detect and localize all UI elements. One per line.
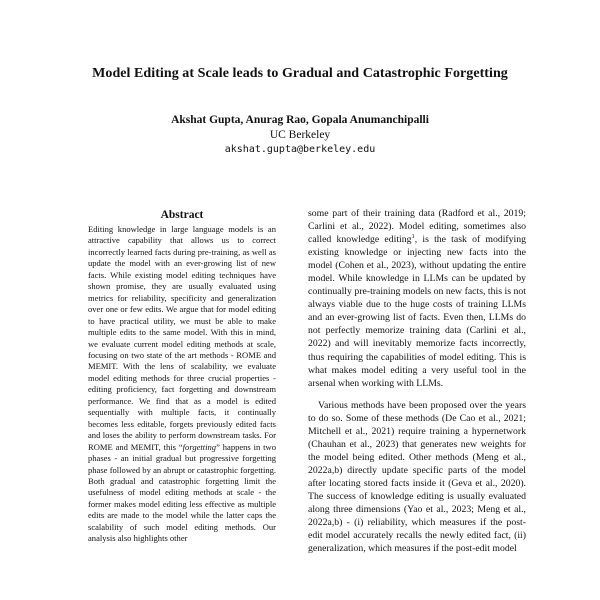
- footnote-marker: 1: [411, 232, 415, 240]
- author-email: akshat.gupta@berkeley.edu: [224, 144, 376, 155]
- abstract-body: Editing knowledge in large language models is an attractive capability that allows us to correct incorrectly learned facts during pre-training, as well as update the model with an ever-growing list of new facts. While existing model editing techniques have shown promise, they are usually evaluated using metrics for reliability, specificity and generalization over one or few edits. We argue that for model editing to have practical utility, we must be able to make multiple edits to the same model. With this in mind, we evaluate current model editing methods at scale, focusing on two state of the art methods - ROME and MEMIT. With the lens of scalability, we evaluate model editing methods for three crucial properties - editing proficiency, fact forgetting and downstream performance. We find that as a model is edited sequentially with multiple facts, it continually becomes less editable, forgets previously edited facts and loses the ability to perform downstream tasks. For ROME and MEMIT, this “forgetting” happens in two phases - an initial gradual but progressive forgetting phase followed by an abrupt or catastrophic forgetting. Both gradual and catastrophic forgetting limit the usefulness of model editing methods at scale - the former makes model editing less effective as multiple edits are made to the model while the latter caps the scalability of such model editing methods. Our analysis also highlights other: [88, 224, 276, 544]
- intro-paragraph-2: Various methods have been proposed over the years to do so. Some of these methods (De Cao et al., 2021; Mitchell et al., 2021) require training a hypernetwork (Chauhan et al., 2023) that generates new weights for the model being edited. Other methods (Meng et al., 2022a,b) directly update specific parts of the model after locating stored facts inside it (Geva et al., 2020). The success of knowledge editing is usually evaluated along three dimensions (Yao et al., 2023; Meng et al., 2022a,b) - (i) reliability, which measures if the post-edit model accurately recalls the newly edited fact, (ii) generalization, which measures if the post-edit model: [308, 399, 526, 555]
- paper-title: Model Editing at Scale leads to Gradual and Catastrophic Forgetting: [92, 66, 508, 81]
- intro-paragraph-1: [308, 207, 526, 390]
- introduction-column: [308, 207, 526, 555]
- author-list: Akshat Gupta, Anurag Rao, Gopala Anumanchipalli: [171, 114, 429, 126]
- intro-p1-text: some part of their training data (Radford et al., 2019; Carlini et al., 2022). Model editing, sometimes also called knowledge editing: [308, 208, 526, 246]
- affiliation: UC Berkeley: [269, 129, 331, 141]
- intro-p1-text-continued: , is the task of modifying existing knowledge or injecting new facts into the model (Cohen et al., 2023), without updating the entire model. While knowledge in LLMs can be updated by continually pre-training models on new facts, this is not always viable due to the huge costs of training LLMs and an ever-growing list of facts. Even then, LLMs do not perfectly memorize training data (Carlini et al., 2022) and will inevitably memorize facts incorrectly, thus requiring the capabilities of model editing. This is what makes model editing a very useful tool in the arsenal when working with LLMs.: [308, 234, 526, 389]
- abstract-text-continued: happens in two phases - an initial gradual but progressive forgetting phase followed by an abrupt or catastrophic forgetting. Both gradual and catastrophic forgetting limit the usefulness of model editing methods at scale - the former makes model editing less effective as multiple edits are made to the model while the latter caps the scalability of such model editing methods. Our analysis also highlights other: [88, 441, 276, 544]
- abstract-text: Editing knowledge in large language models is an attractive capability that allows us to correct incorrectly learned facts during pre-training, as well as update the model with an ever-growing list of new facts. While existing model editing techniques have shown promise, they are usually evaluated using metrics for reliability, specificity and generalization over one or few edits. We argue that for model editing to have practical utility, we must be able to make multiple edits to the same model. With this in mind, we evaluate current model editing methods at scale, focusing on two state of the art methods - ROME and MEMIT. With the lens of scalability, we evaluate model editing methods for three crucial properties - editing proficiency, fact forgetting and downstream performance. We find that as a model is edited sequentially with multiple facts, it continually becomes less editable, forgets previously edited facts and loses the ability to perform downstream tasks. For ROME and MEMIT, this: [88, 224, 276, 452]
- abstract-heading: Abstract: [160, 209, 204, 221]
- abstract-quoted-term: forgetting: [182, 441, 217, 452]
